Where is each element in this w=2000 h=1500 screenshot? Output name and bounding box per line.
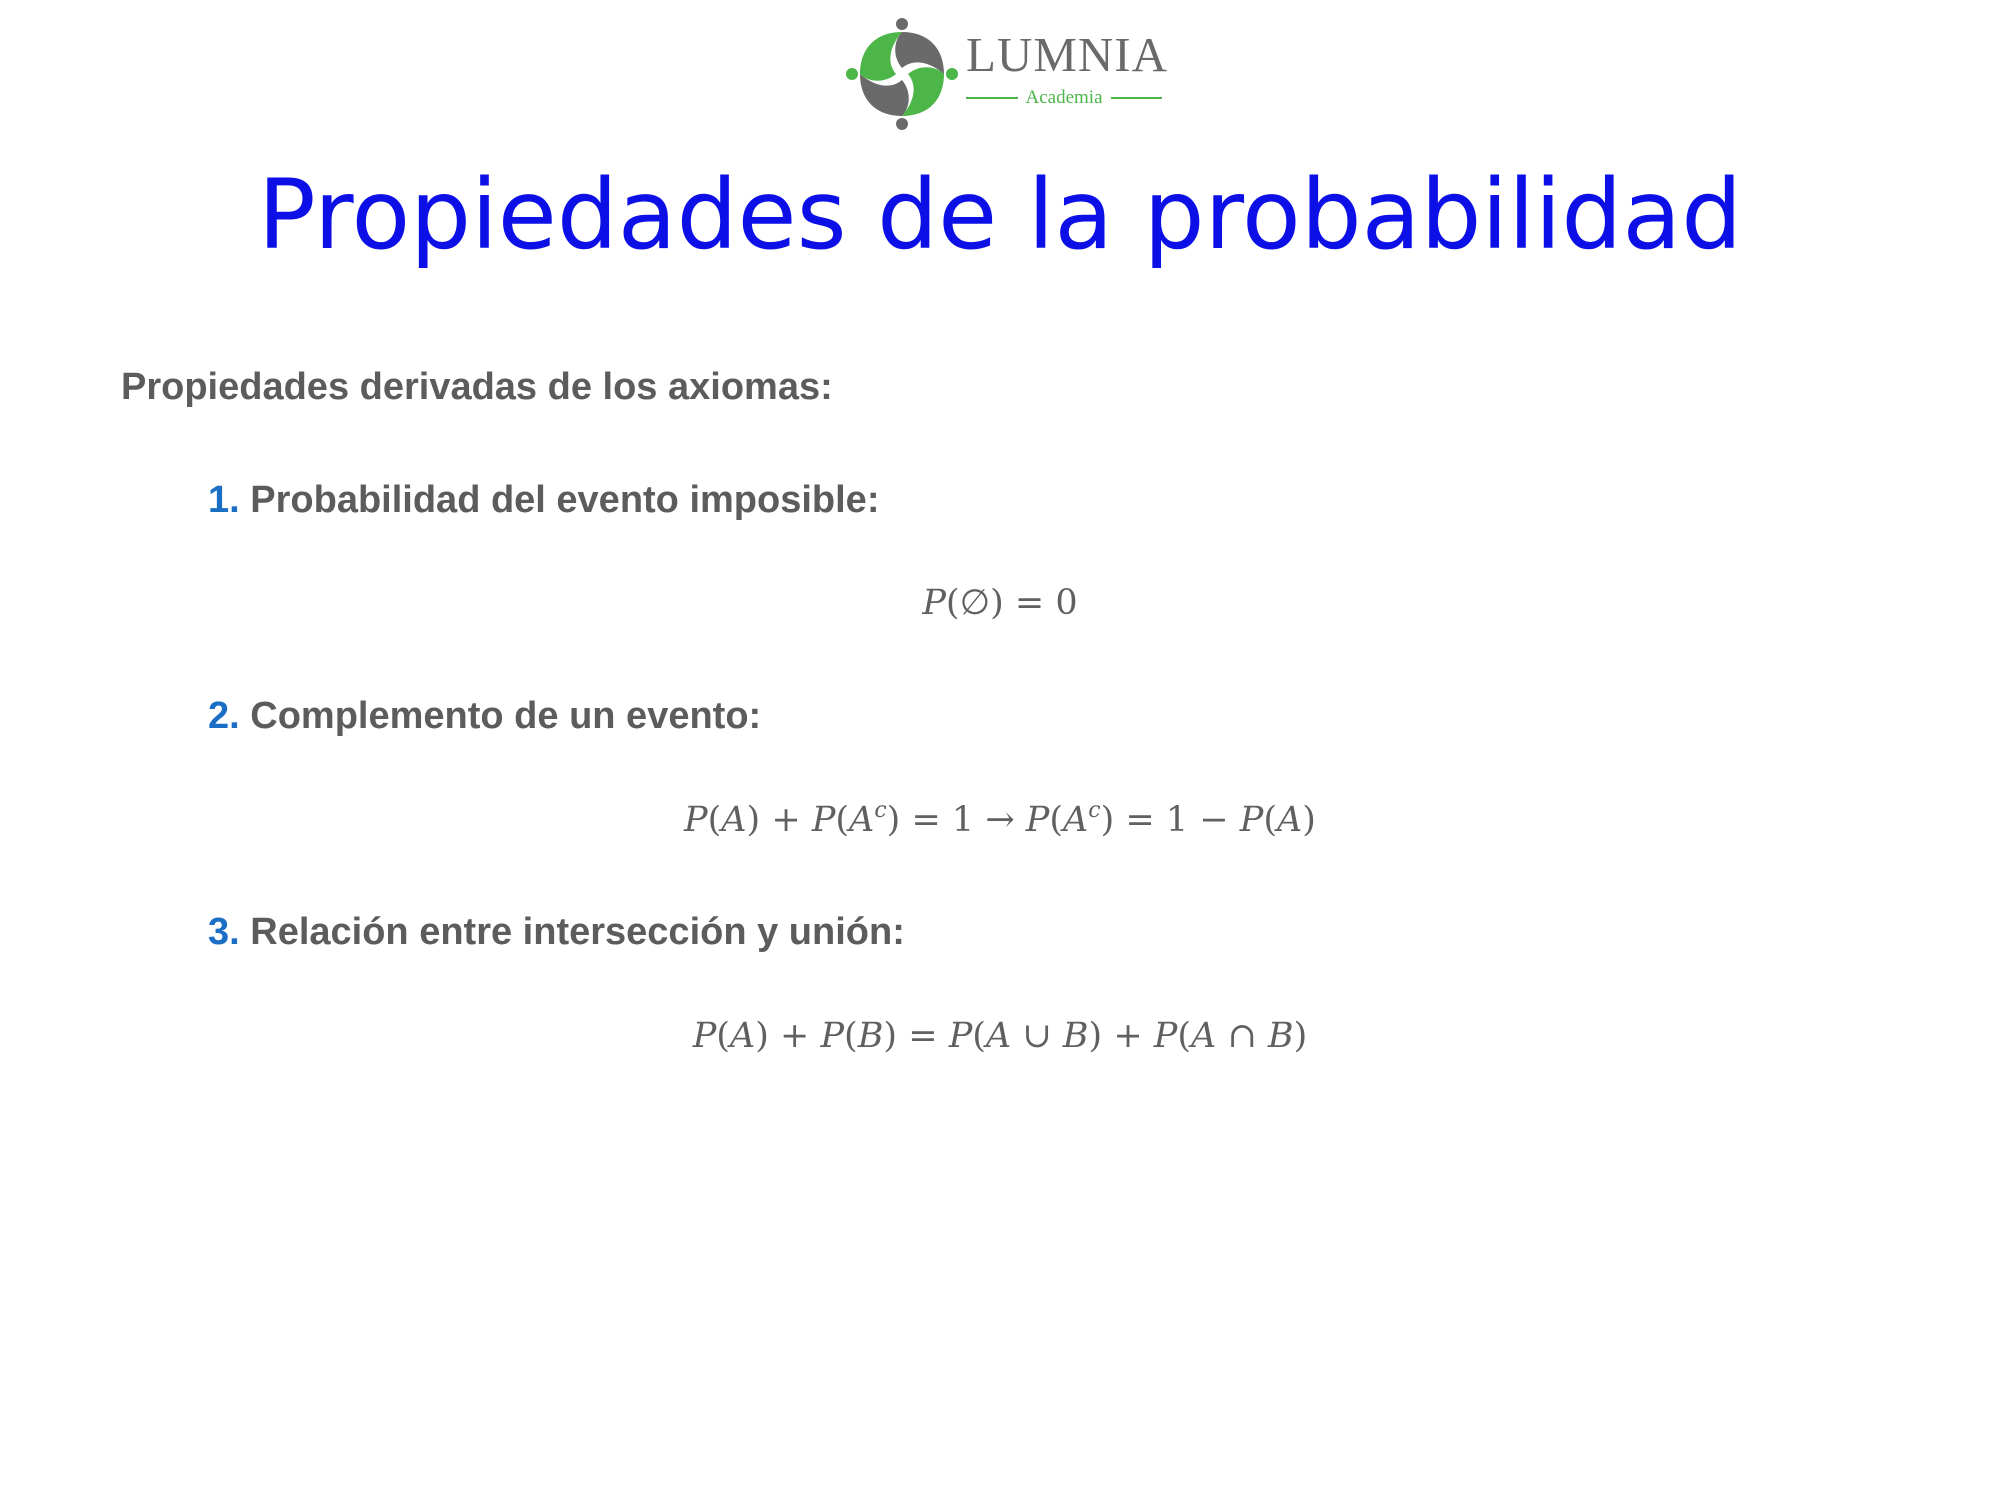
property-1-heading — [208, 478, 879, 524]
property-3-heading — [208, 910, 905, 956]
property-2-title: Complemento de un evento: — [250, 695, 762, 737]
property-1-number: 1. — [208, 479, 240, 521]
property-2-number: 2. — [208, 695, 240, 737]
logo-divider-right — [1111, 97, 1163, 99]
property-3-number: 3. — [208, 911, 240, 953]
property-1-formula: P(∅) = 0 — [922, 583, 1078, 623]
property-2-heading — [208, 694, 761, 740]
property-2-formula: $P(A) + P(A^c) = 1 \to P(A^c) = 1 - P(A)$ — [684, 798, 1316, 840]
property-3-formula: P(A) + P(B) = P(A ∪ B) + P(A ∩ B) — [692, 1016, 1308, 1056]
property-3-title: Relación entre intersección y unión: — [250, 911, 905, 953]
lumnia-logo-icon — [846, 18, 958, 130]
lumnia-logo — [846, 18, 1176, 130]
logo-divider-left — [966, 97, 1018, 99]
logo-subtitle: Academia — [1025, 87, 1103, 108]
property-1-title: Probabilidad del evento imposible: — [250, 479, 880, 521]
page-title: Propiedades de la probabilidad — [257, 159, 1743, 271]
logo-name: LUMNIA — [966, 27, 1168, 82]
logo-subtitle-row — [966, 88, 1162, 107]
intro-heading: Propiedades derivadas de los axiomas: — [121, 366, 833, 408]
